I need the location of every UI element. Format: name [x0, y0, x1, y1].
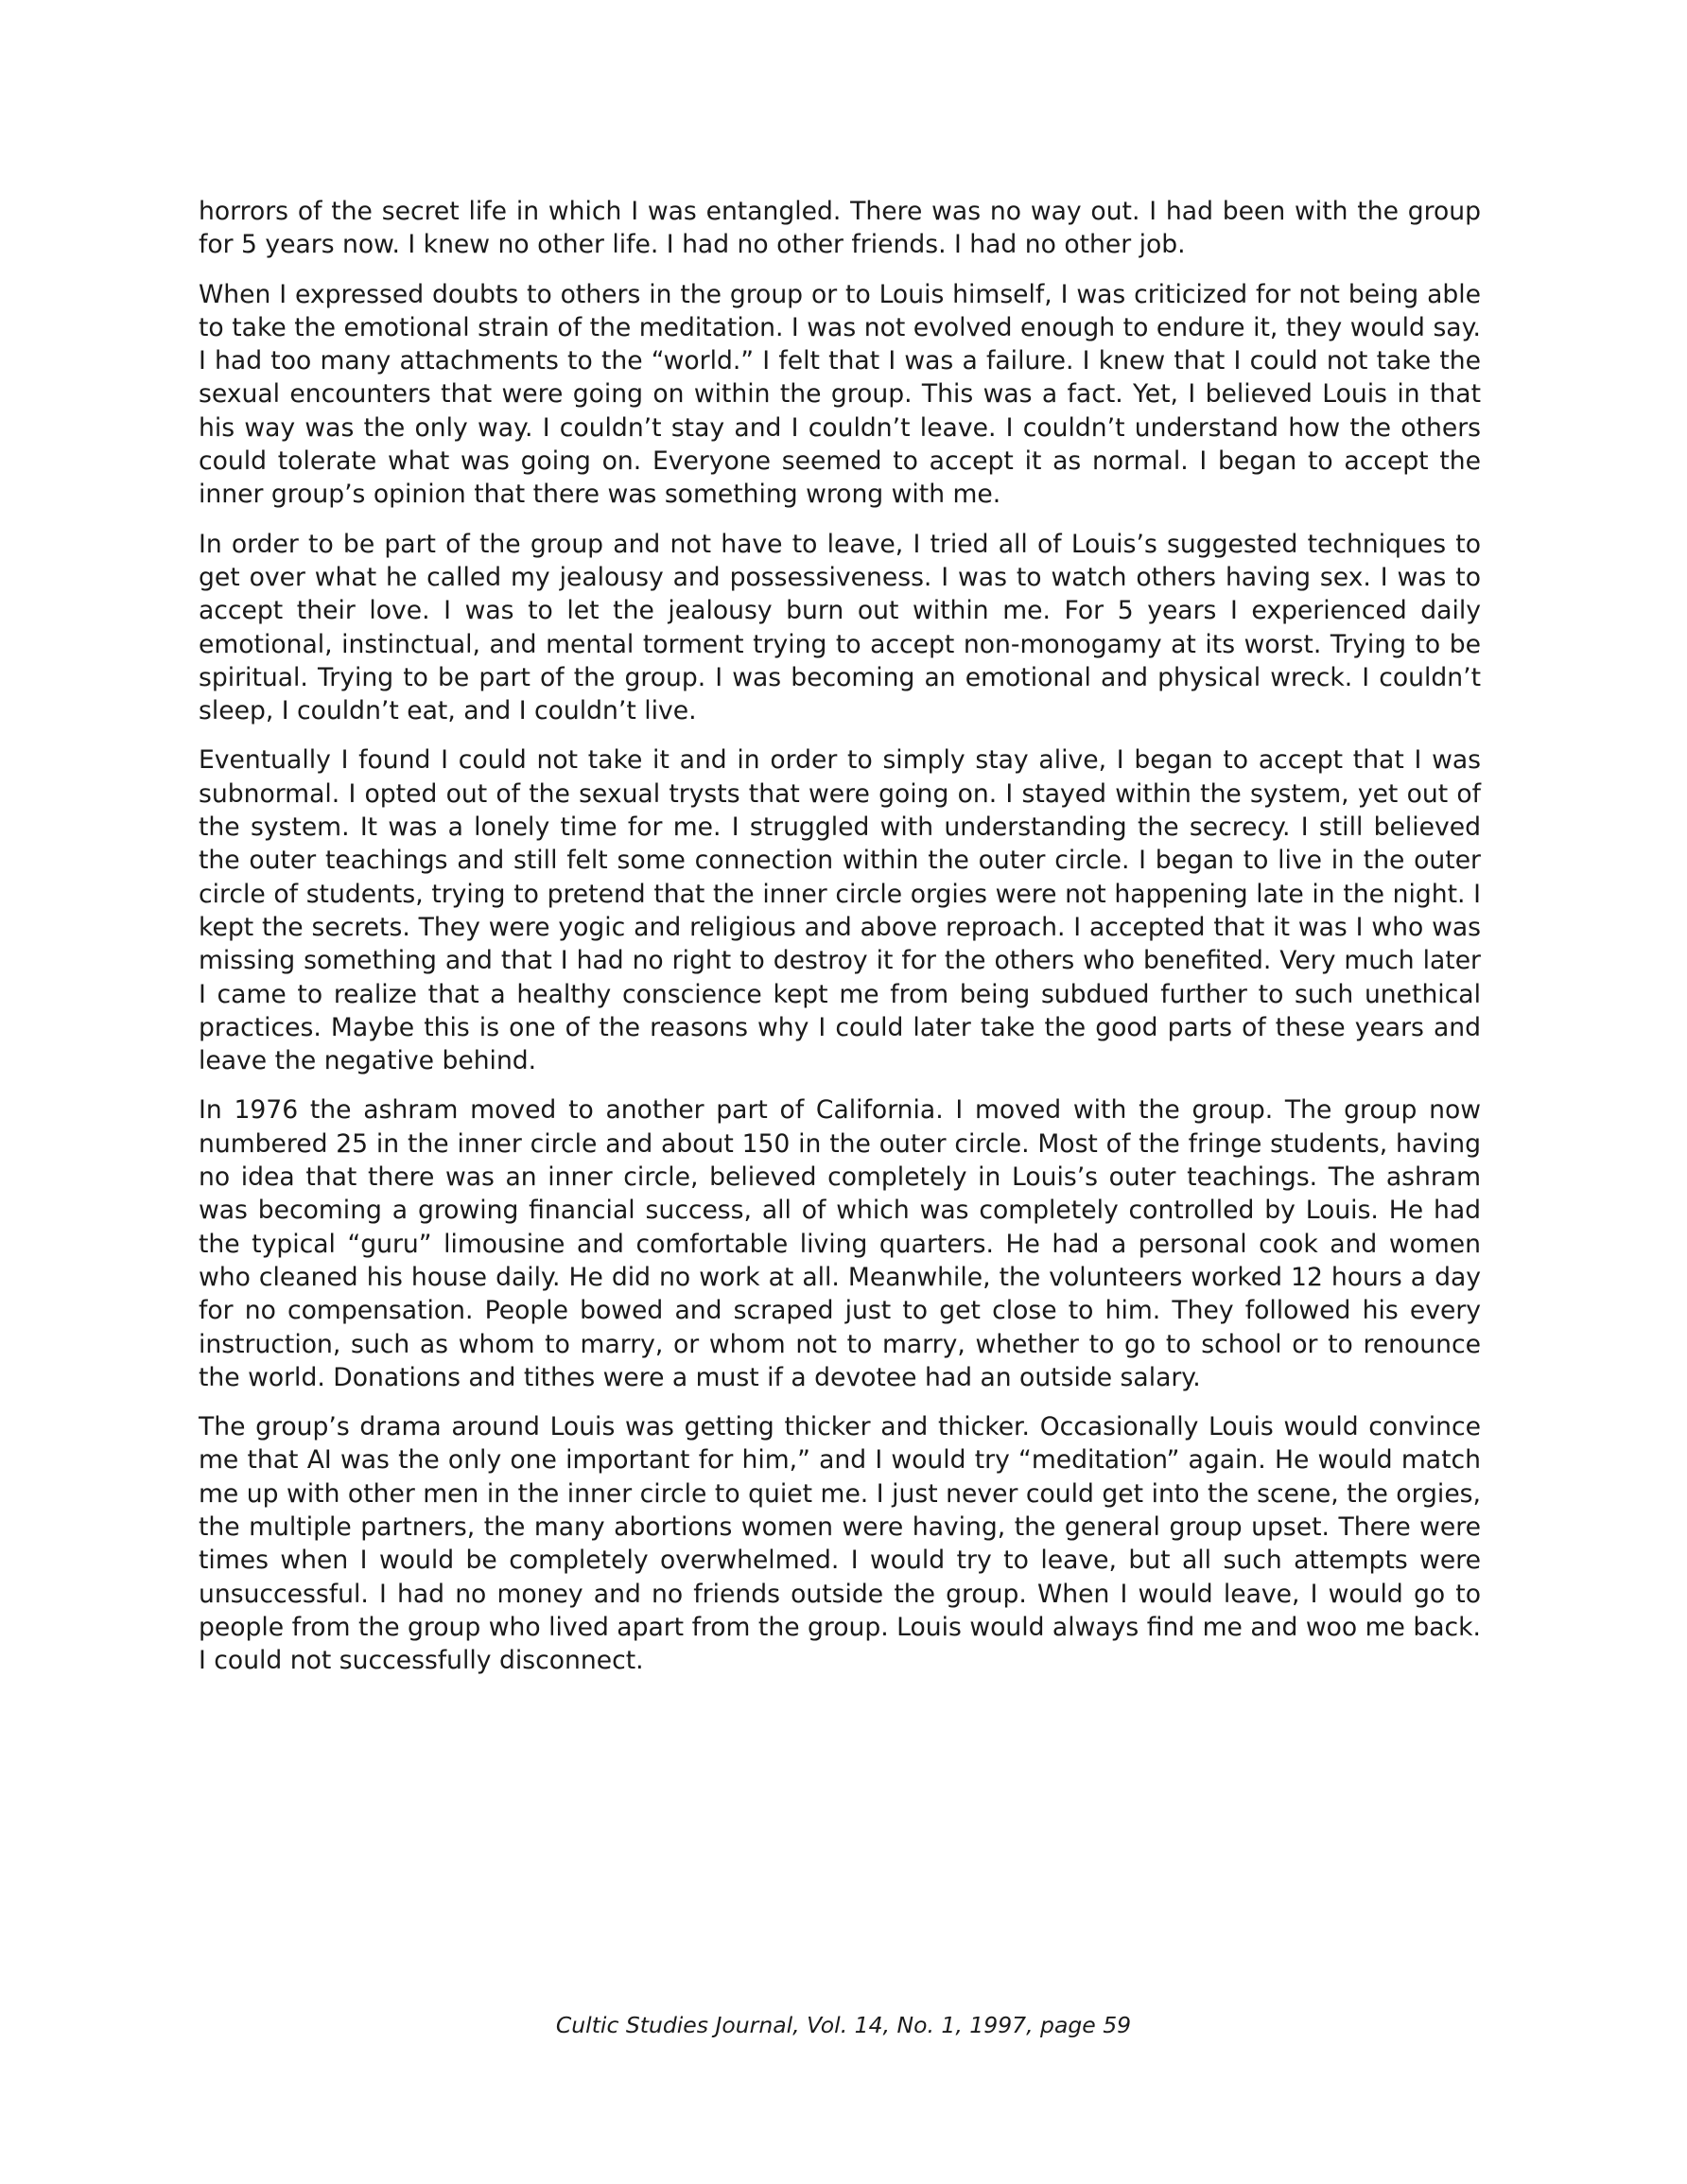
paragraph-3: In order to be part of the group and not have to leave, I tried all of Louis’s suggested techniques to get over what he called my jealousy and possessiveness. I was to watch others having sex. I was to accept their love. I was to let the jealousy burn out within me. For 5 years I experienced daily emotional, instinctual, and mental torment trying to accept non-monogamy at its worst. Trying to be spiritual. Trying to be part of the group. I was becoming an emotional and physical wreck. I couldn’t sleep, I couldn’t eat, and I couldn’t live. — [199, 529, 1481, 726]
page-footer: Cultic Studies Journal, Vol. 14, No. 1, 1997, page 59 — [555, 2012, 1132, 2038]
paragraph-6: The group’s drama around Louis was getting thicker and thicker. Occasionally Louis would convince me that AI was the only one important for him,” and I would try “meditation” again. He would match me up with other men in the inner circle to quiet me. I just never could get into the scene, the orgies, the multiple partners, the many abortions women were having, the general group upset. There were times when I would be completely overwhelmed. I would try to leave, but all such attempts were unsuccessful. I had no money and no friends outside the group. When I would leave, I would go to people from the group who lived apart from the group. Louis would always find me and woo me back. I could not successfully disconnect. — [199, 1412, 1481, 1676]
paragraph-5: In 1976 the ashram moved to another part of California. I moved with the group. The group now numbered 25 in the inner circle and about 150 in the outer circle. Most of the fringe students, having no idea that there was an inner circle, believed completely in Louis’s outer teachings. The ashram was becoming a growing financial success, all of which was completely controlled by Louis. He had the typical “guru” limousine and comfortable living quarters. He had a personal cook and women who cleaned his house daily. He did no work at all. Meanwhile, the volunteers worked 12 hours a day for no compensation. People bowed and scraped just to get close to him. They followed his every instruction, such as whom to marry, or whom not to marry, whether to go to school or to renounce the world. Donations and tithes were a must if a devotee had an outside salary. — [199, 1095, 1481, 1392]
article-body — [199, 195, 1481, 1693]
paragraph-4: Eventually I found I could not take it and in order to simply stay alive, I began to accept that I was subnormal. I opted out of the sexual trysts that were going on. I stayed within the system, yet out of the system. It was a lonely time for me. I struggled with understanding the secrecy. I still believed the outer teachings and still felt some connection within the outer circle. I began to live in the outer circle of students, trying to pretend that the inner circle orgies were not happening late in the night. I kept the secrets. They were yogic and religious and above reproach. I accepted that it was I who was missing something and that I had no right to destroy it for the others who benefited. Very much later I came to realize that a healthy conscience kept me from being subdued further to such unethical practices. Maybe this is one of the reasons why I could later take the good parts of these years and leave the negative behind. — [199, 745, 1481, 1076]
paragraph-1: horrors of the secret life in which I was entangled. There was no way out. I had been with the group for 5 years now. I knew no other life. I had no other friends. I had no other job. — [199, 197, 1481, 260]
paragraph-2: When I expressed doubts to others in the group or to Louis himself, I was criticized for not being able to take the emotional strain of the meditation. I was not evolved enough to endure it, they would say. I had too many attachments to the “world.” I felt that I was a failure. I knew that I could not take the sexual encounters that were going on within the group. This was a fact. Yet, I believed Louis in that his way was the only way. I couldn’t stay and I couldn’t leave. I couldn’t understand how the others could tolerate what was going on. Everyone seemed to accept it as normal. I began to accept the inner group’s opinion that there was something wrong with me. — [199, 279, 1481, 510]
